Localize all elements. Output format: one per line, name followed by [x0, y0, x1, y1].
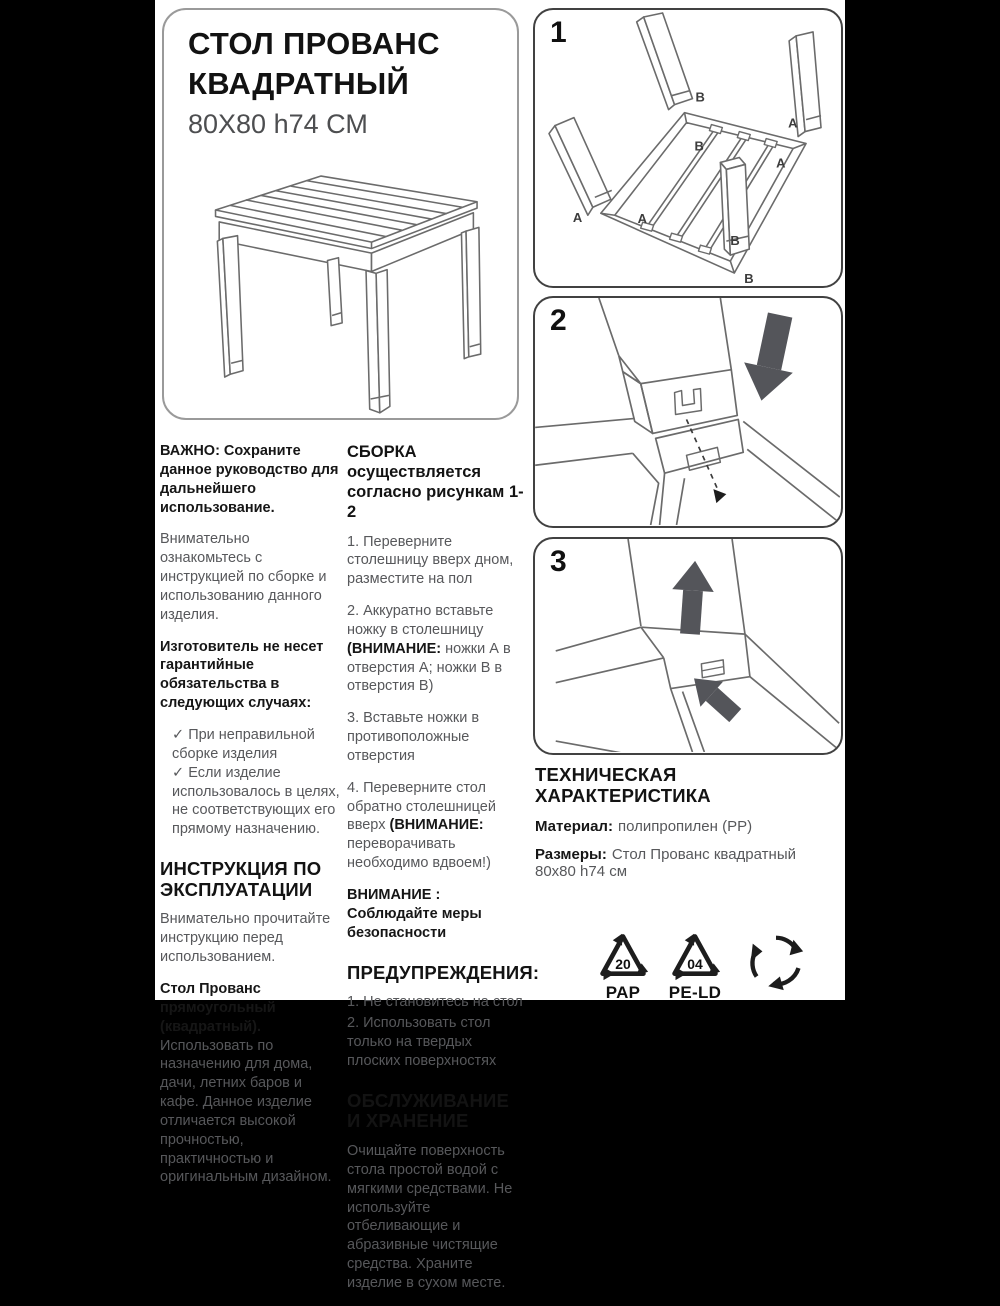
svg-text:04: 04 [687, 956, 703, 972]
product-title-box [162, 8, 519, 420]
fig1-label-leg-left: A [572, 210, 583, 226]
fig1-label-surface-top: B [694, 138, 704, 154]
material-row: Материал: полипропилен (PP) [535, 818, 753, 836]
fig1-label-inner-leg: B [730, 233, 740, 249]
assembly-step-3: 3. Вставьте ножки в противоположные отверстия [347, 710, 480, 764]
fig1-label-corner-bottom: B [744, 271, 754, 285]
recycling-marks [595, 930, 807, 1003]
technical-characteristics [535, 765, 841, 891]
usage-intro: Внимательно прочитайте инструкцию перед использованием. [160, 911, 331, 966]
warning-1: 1. Не становитесь на стол [347, 994, 523, 1011]
fig1-label-leg-right: A [788, 115, 798, 131]
intro-paragraph: Внимательно ознакомьтесь с инструкцией по сборке и использованию данного изделия. [160, 531, 327, 623]
peld-triangle-icon [667, 930, 723, 982]
warning-2: 2. Использовать стол только на твердых плоских поверхностях [347, 1015, 497, 1069]
figure-3-number: 3 [550, 545, 567, 578]
figure-3-panel [533, 537, 843, 755]
instruction-sheet [155, 0, 845, 1291]
left-text-column [160, 442, 341, 1200]
warranty-case-2: ✓ Если изделие использовалось в целях, не соответствующих его прямому назначению. [172, 764, 340, 838]
warranty-heading: Изготовитель не несет гарантийные обязательства в следующих случаях: [160, 638, 324, 712]
title-line-1: СТОЛ ПРОВАНС [188, 26, 440, 61]
tech-heading: ТЕХНИЧЕСКАЯ ХАРАКТЕРИСТИКА [535, 764, 711, 806]
assembly-step-4: 4. Переверните стол обратно столешницей вверх (ВНИМАНИЕ: переворачивать необходимо вдвоем!) [347, 779, 496, 872]
press-down-arrow-icon [737, 310, 804, 406]
title-line-2: КВАДРАТНЫЙ [188, 65, 410, 101]
pap-triangle-icon [595, 930, 651, 982]
attention-note: ВНИМАНИЕ : Соблюдайте меры безопасности [347, 887, 482, 941]
recycle-loop-icon [745, 930, 807, 992]
warranty-case-1: ✓ При неправильной сборке изделия [172, 726, 315, 762]
pap-label: PAP [605, 983, 641, 1002]
assembly-text-column [347, 442, 540, 1306]
figure-1-exploded-diagram [535, 10, 840, 285]
table-illustration [188, 150, 500, 426]
care-text: Очищайте поверхность стола простой водой с мягкими средствами. Не используйте отбеливающие и абразивные чистящие средства. Храните изделие в сухом месте. [347, 1143, 513, 1291]
size-row: Размеры: Стол Прованс квадратный 80х80 h74 см [535, 846, 796, 881]
product-dimensions: 80X80 h74 СМ [188, 109, 368, 140]
figure-2-number: 2 [550, 304, 567, 337]
check-icon: ✓ [172, 726, 185, 743]
figure-3-lock-diagram [535, 539, 840, 752]
warnings-heading: ПРЕДУПРЕЖДЕНИЯ: [347, 961, 540, 983]
assembly-heading: СБОРКА осуществляется согласно рисункам 1-2 [347, 443, 524, 522]
fig1-label-surface-left: A [637, 211, 648, 227]
pap-recycling-mark [595, 930, 651, 1003]
insertion-arrowhead-icon [713, 489, 726, 503]
assembly-step-1: 1. Переверните столешницу вверх дном, разместите на пол [347, 533, 514, 588]
figure-2-panel [533, 296, 843, 528]
pull-up-arrow-icon [669, 559, 716, 635]
figure-1-panel [533, 8, 843, 288]
product-description: Стол Прованс прямоугольный (квадратный). Использовать по назначению для дома, дачи, летних баров и кафе. Данное изделие отличается высокой прочностью, практичностью и оригинальным дизайном. [160, 981, 332, 1186]
usage-instructions-heading: ИНСТРУКЦИЯ ПО ЭКСПЛУАТАЦИИ [160, 858, 322, 900]
fig1-label-leg-top: B [695, 89, 705, 105]
universal-recycling-mark [745, 930, 807, 992]
peld-label: PE-LD [668, 983, 722, 1002]
fig1-label-surface-right: A [776, 155, 786, 171]
important-note: ВАЖНО: Сохраните данное руководство для дальнейшего использование. [160, 443, 339, 516]
care-heading: ОБСЛУЖИВАНИЕ И ХРАНЕНИЕ [347, 1089, 510, 1132]
assembly-step-2: 2. Аккуратно вставьте ножку в столешницу (ВНИМАНИЕ: ножки А в отверстия А; ножки В в отверстия В) [347, 603, 511, 695]
figure-2-insert-diagram [535, 298, 840, 525]
peld-recycling-mark [667, 930, 723, 1003]
svg-text:20: 20 [615, 956, 631, 972]
page-title [188, 24, 505, 103]
figure-1-number: 1 [550, 16, 567, 49]
check-icon: ✓ [172, 764, 185, 781]
